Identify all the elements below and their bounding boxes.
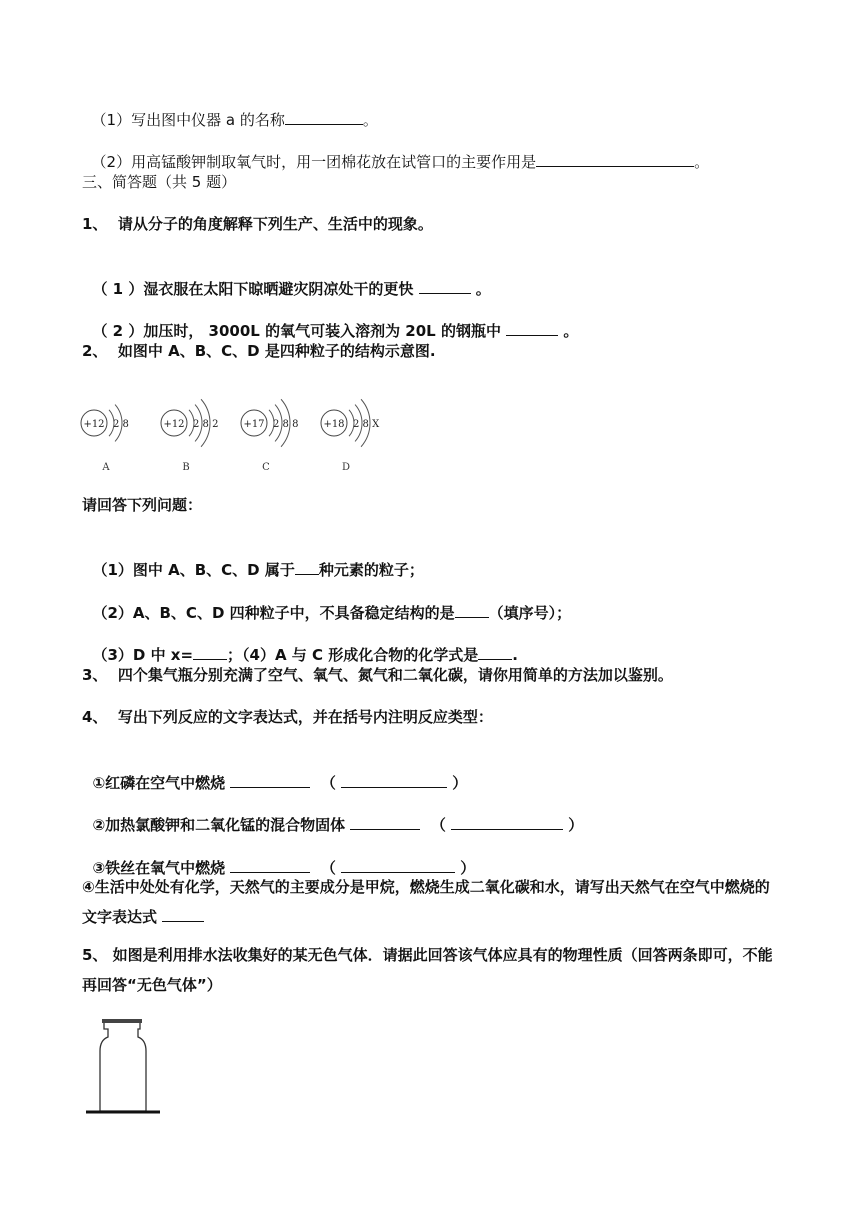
atom-label: A — [102, 462, 110, 473]
answer-blank[interactable] — [230, 856, 310, 873]
answer-blank[interactable] — [285, 108, 363, 125]
question-5: 5、 如图是利用排水法收集好的某无色气体．请据此回答该气体应具有的物理性质（回答两条即可，不能再回答“无色气体”） — [82, 946, 773, 994]
question-2: 2、 如图中 A、B、C、D 是四种粒子的结构示意图. — [82, 342, 436, 360]
atom-label: B — [182, 462, 190, 473]
q2a-1-end: 种元素的粒子； — [318, 561, 424, 579]
q2a-3-text: （3）D 中 x= — [92, 646, 194, 664]
electron-counts: 2 8 — [113, 419, 129, 430]
reaction-4-text: ④生活中处处有化学，天然气的主要成分是甲烷，燃烧生成二氧化碳和水，请写出天然气在空气中燃烧的文字表达式 — [82, 878, 770, 926]
q1-2-text: （ 2 ）加压时， 3000L 的氧气可装入溶剂为 20L 的钢瓶中 — [92, 322, 507, 340]
answer-blank[interactable] — [162, 905, 204, 922]
nucleus-charge: +18 — [323, 419, 345, 430]
reaction-type-blank[interactable] — [341, 771, 447, 788]
q2a-1-text: （1）图中 A、B、C、D 属于 — [92, 561, 295, 579]
atom-structure-diagrams — [78, 380, 418, 475]
reaction-4-line — [82, 872, 782, 932]
punct: 。 — [470, 280, 491, 298]
q2-1-line — [82, 86, 378, 131]
answer-blank[interactable] — [295, 558, 319, 575]
question-4: 4、 写出下列反应的文字表达式，并在括号内注明反应类型： — [82, 708, 493, 726]
q2-2-line — [82, 128, 709, 173]
q1-1-line — [82, 255, 491, 300]
question-3: 3、 四个集气瓶分别充满了空气、氧气、氮气和二氧化碳，请你用简单的方法加以鉴别。 — [82, 666, 673, 684]
atom-diagram-b — [161, 399, 218, 473]
ask-line: 请回答下列问题： — [82, 496, 203, 514]
q2-2-text: （2）用高锰酸钾制取氧气时，用一团棉花放在试管口的主要作用是 — [91, 153, 537, 171]
reaction-1-text: ①红磷在空气中燃烧 — [92, 774, 231, 792]
q1-1-text: （ 1 ）湿衣服在太阳下晾晒避灾阴凉处干的更快 — [92, 280, 419, 298]
paren-close: ） — [455, 859, 476, 877]
answer-blank[interactable] — [419, 277, 471, 294]
answer-blank[interactable] — [536, 150, 694, 167]
answer-blank[interactable] — [478, 643, 512, 660]
section-heading: 三、简答题（共 5 题） — [82, 173, 237, 191]
q2a-2-line — [82, 579, 571, 624]
paren-open: （ — [320, 774, 342, 792]
answer-blank[interactable] — [193, 643, 227, 660]
reaction-3-text: ③铁丝在氧气中燃烧 — [92, 859, 231, 877]
nucleus-charge: +12 — [163, 419, 185, 430]
q2a-2-text: （2）A、B、C、D 四种粒子中，不具备稳定结构的是 — [92, 604, 455, 622]
nucleus-charge: +12 — [83, 419, 105, 430]
punct: 。 — [362, 111, 378, 129]
electron-counts: 2 8 8 — [273, 419, 299, 430]
answer-blank[interactable] — [230, 771, 310, 788]
q1-2-line — [82, 297, 578, 342]
paren-close: ） — [563, 816, 584, 834]
atom-diagram-d — [321, 399, 380, 473]
atom-diagram-c — [241, 399, 298, 473]
reaction-type-blank[interactable] — [451, 813, 563, 830]
q2a-2-end: （填序号）； — [488, 604, 572, 622]
paren-close: ） — [447, 774, 468, 792]
paren-open: （ — [430, 816, 452, 834]
punct: . — [512, 646, 518, 664]
reaction-type-blank[interactable] — [341, 856, 455, 873]
q2a-3-line — [82, 621, 518, 666]
paren-open: （ — [320, 859, 342, 877]
atom-label: D — [341, 462, 351, 473]
reaction-2-text: ②加热氯酸钾和二氧化锰的混合物固体 — [92, 816, 351, 834]
nucleus-charge: +17 — [243, 419, 265, 430]
answer-blank[interactable] — [455, 601, 489, 618]
q2a-1-line — [82, 536, 424, 581]
atom-diagram-a — [81, 405, 129, 473]
electron-counts: 2 8 2 — [193, 419, 219, 430]
reaction-2-line — [82, 791, 583, 836]
atom-label: C — [262, 462, 270, 473]
q2a-3-mid: ；（4）A 与 C 形成化合物的化学式是 — [227, 646, 479, 664]
punct: 。 — [694, 153, 710, 171]
question-1: 1、 请从分子的角度解释下列生产、生活中的现象。 — [82, 215, 433, 233]
punct: 。 — [558, 322, 579, 340]
reaction-1-line — [82, 749, 467, 794]
gas-jar-diagram — [82, 1015, 164, 1117]
answer-blank[interactable] — [506, 319, 558, 336]
electron-counts: 2 8 X — [353, 419, 380, 430]
answer-blank[interactable] — [350, 813, 420, 830]
q2-1-text: （1）写出图中仪器 a 的名称 — [91, 111, 285, 129]
